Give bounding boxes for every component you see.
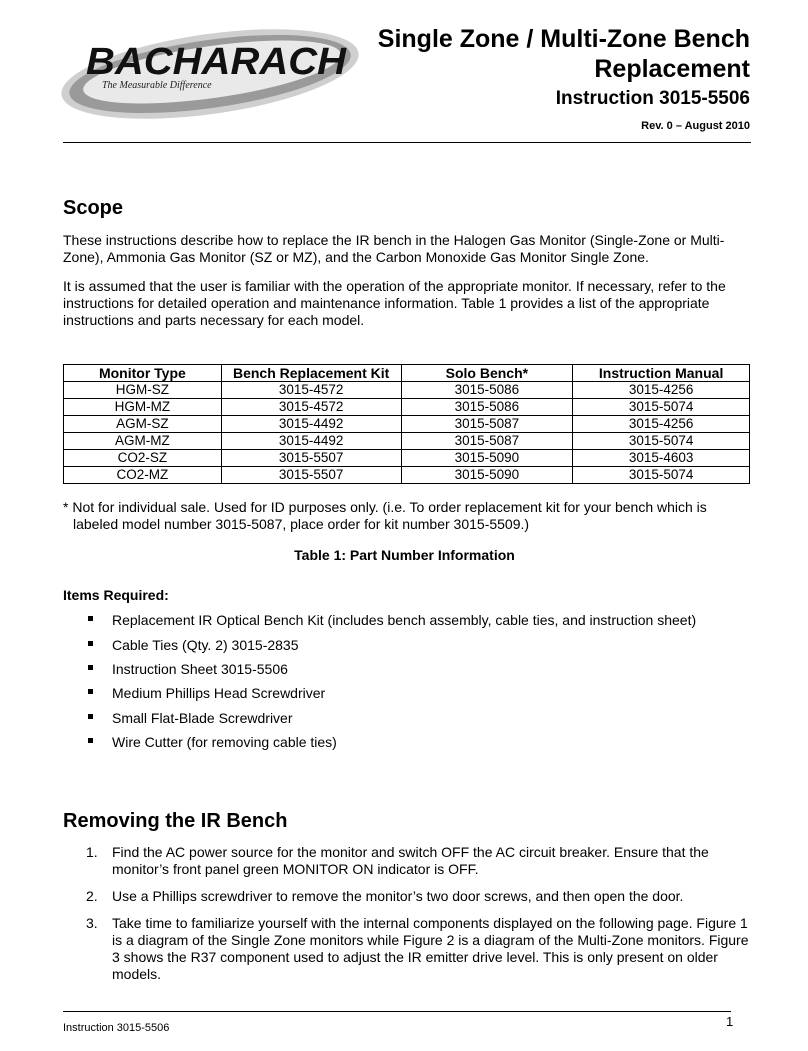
instruction-number: Instruction 3015-5506 <box>555 88 750 109</box>
table-caption: Table 1: Part Number Information <box>294 547 515 563</box>
table-header-row <box>64 365 750 382</box>
step-number: 2. <box>86 888 98 904</box>
table-cell: 3015-4492 <box>221 416 401 433</box>
scope-paragraph-1: These instructions describe how to replace the IR bench in the Halogen Gas Monitor (Single-Zone or Multi-Zone), Ammonia Gas Monitor (SZ or MZ), and the Carbon Monoxide Gas Monitor Single Zone. <box>63 232 725 265</box>
title-line-2: Replacement <box>594 55 750 83</box>
table-cell: AGM-SZ <box>64 416 222 433</box>
col-header-solo-bench: Solo Bench* <box>401 365 573 382</box>
bullet-icon <box>88 665 93 670</box>
scope-heading: Scope <box>63 197 124 219</box>
list-item <box>63 612 753 630</box>
table-cell: CO2-SZ <box>64 450 222 467</box>
logo-wordmark: BACHARACH <box>86 41 348 83</box>
col-header-instruction-manual: Instruction Manual <box>573 365 750 382</box>
list-item-text: Cable Ties (Qty. 2) 3015-2835 <box>112 637 299 653</box>
table-row <box>64 467 750 484</box>
footer-divider <box>63 1011 731 1012</box>
bullet-icon <box>88 641 93 646</box>
table-cell: 3015-4492 <box>221 433 401 450</box>
table-cell: 3015-4256 <box>573 416 750 433</box>
logo-tagline: The Measurable Difference <box>102 80 212 91</box>
revision-label: Rev. 0 – August 2010 <box>641 120 750 132</box>
col-header-bench-kit: Bench Replacement Kit <box>221 365 401 382</box>
table-cell: 3015-5086 <box>401 399 573 416</box>
footer-instruction: Instruction 3015-5506 <box>63 1022 170 1034</box>
bullet-icon <box>88 616 93 621</box>
step-item <box>63 888 753 905</box>
table-cell: HGM-MZ <box>64 399 222 416</box>
list-item-text: Replacement IR Optical Bench Kit (includes bench assembly, cable ties, and instruction sheet) <box>112 612 697 628</box>
bullet-icon <box>88 714 93 719</box>
step-number: 3. <box>86 915 98 931</box>
list-item <box>63 637 753 655</box>
list-item-text: Instruction Sheet 3015-5506 <box>112 661 288 677</box>
table-cell: 3015-5090 <box>401 450 573 467</box>
table-cell: 3015-5074 <box>573 433 750 450</box>
table-cell: 3015-4256 <box>573 382 750 399</box>
table-cell: CO2-MZ <box>64 467 222 484</box>
scope-paragraph-2: It is assumed that the user is familiar with the operation of the appropriate monitor. If necessary, refer to the instructions for detailed operation and maintenance information. Table 1 provides a list of the appropriate instructions and parts necessary for each model. <box>63 278 726 328</box>
list-item-text: Wire Cutter (for removing cable ties) <box>112 734 337 750</box>
list-item <box>63 734 753 752</box>
table-row <box>64 450 750 467</box>
step-item <box>63 915 753 983</box>
table-row <box>64 433 750 450</box>
table-cell: 3015-5087 <box>401 416 573 433</box>
bullet-icon <box>88 738 93 743</box>
header-divider <box>63 142 751 143</box>
document-title <box>290 24 750 84</box>
table-row <box>64 416 750 433</box>
items-required-heading: Items Required: <box>63 587 169 603</box>
removing-heading: Removing the IR Bench <box>63 810 288 832</box>
table-footnote: * Not for individual sale. Used for ID purposes only. (i.e. To order replacement kit for your bench which is labeled model number 3015-5087, place order for kit number 3015-5509.) <box>63 499 707 532</box>
part-number-table <box>63 364 750 484</box>
table-cell: 3015-5507 <box>221 450 401 467</box>
step-text: Take time to familiarize yourself with the internal components displayed on the following page. Figure 1 is a diagram of the Single Zone monitors while Figure 2 is a diagram of the Multi-Zone monitors. Figure 3 shows the R37 component used to adjust the IR emitter drive level. This is only present on older models. <box>112 915 749 982</box>
table-cell: 3015-4603 <box>573 450 750 467</box>
table-cell: 3015-4572 <box>221 382 401 399</box>
list-item-text: Small Flat-Blade Screwdriver <box>112 710 293 726</box>
table-cell: 3015-5086 <box>401 382 573 399</box>
table-cell: 3015-5087 <box>401 433 573 450</box>
title-line-1: Single Zone / Multi-Zone Bench <box>377 25 750 53</box>
table-row <box>64 399 750 416</box>
table-cell: AGM-MZ <box>64 433 222 450</box>
col-header-monitor-type: Monitor Type <box>64 365 222 382</box>
bullet-icon <box>88 689 93 694</box>
table-cell: 3015-4572 <box>221 399 401 416</box>
step-text: Find the AC power source for the monitor and switch OFF the AC circuit breaker. Ensure that the monitor’s front panel green MONITOR ON indicator is OFF. <box>112 844 709 877</box>
table-cell: 3015-5090 <box>401 467 573 484</box>
step-number: 1. <box>86 844 98 860</box>
table-cell: HGM-SZ <box>64 382 222 399</box>
step-item <box>63 844 753 878</box>
page-number: 1 <box>726 1014 734 1029</box>
table-row <box>64 382 750 399</box>
table-cell: 3015-5507 <box>221 467 401 484</box>
step-text: Use a Phillips screwdriver to remove the monitor’s two door screws, and then open the door. <box>112 888 684 904</box>
list-item-text: Medium Phillips Head Screwdriver <box>112 685 326 701</box>
table-cell: 3015-5074 <box>573 467 750 484</box>
list-item <box>63 685 753 703</box>
list-item <box>63 710 753 728</box>
list-item <box>63 661 753 679</box>
table-cell: 3015-5074 <box>573 399 750 416</box>
